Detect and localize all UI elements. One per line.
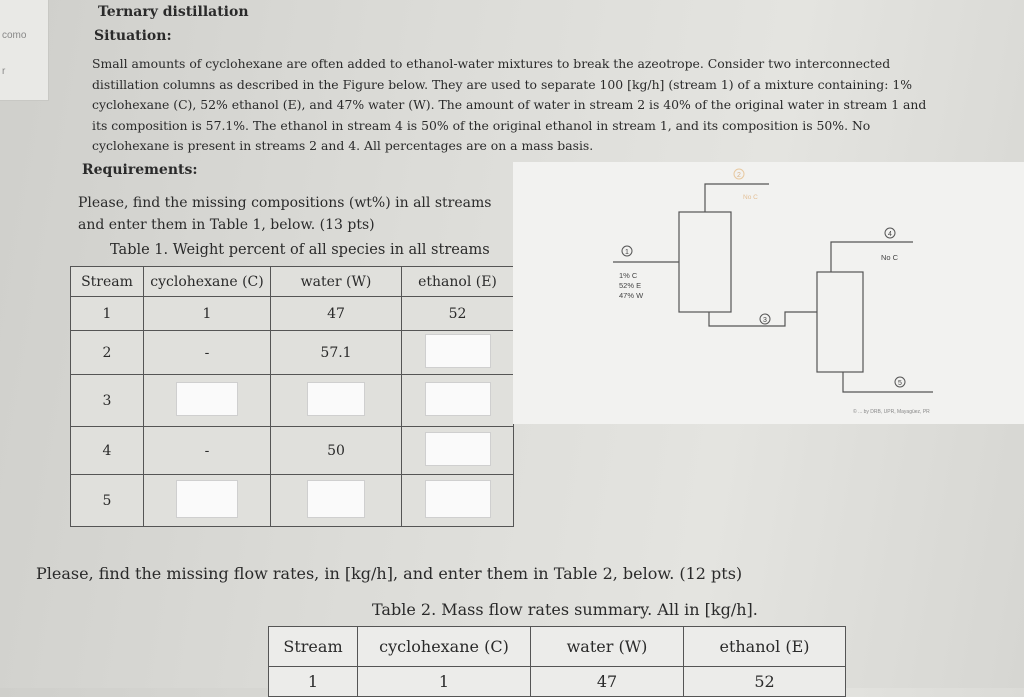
stream-5-line xyxy=(843,372,933,392)
table-row xyxy=(269,667,846,697)
sidebar-item-como[interactable]: como xyxy=(2,30,27,41)
cyclohexane-cell xyxy=(144,475,271,527)
process-flow-diagram xyxy=(513,162,1024,424)
table2-header-row xyxy=(269,627,846,667)
ethanol-input-box[interactable] xyxy=(425,334,491,368)
stream-cell: 1 xyxy=(269,667,358,697)
water-cell: 47 xyxy=(531,667,684,697)
situation-line: distillation columns as described in the Figure below. They are used to separate 100 [kg/h] (stream 1) of a mixture containing: 1% xyxy=(92,76,912,92)
table1-header-row xyxy=(71,267,514,297)
stream-number-label: 2 xyxy=(737,172,741,179)
stream-number-label: 1 xyxy=(625,249,629,256)
feed-composition-w: 47% W xyxy=(619,291,644,300)
part2-instruction: Please, find the missing flow rates, in [kg/h], and enter them in Table 2, below. (12 pts) xyxy=(36,564,743,583)
feed-composition-e: 52% E xyxy=(619,281,642,290)
column-2 xyxy=(817,272,863,372)
stream-cell: 3 xyxy=(71,375,144,427)
col-header: Stream xyxy=(269,627,358,667)
water-cell xyxy=(271,375,402,427)
situation-line: Small amounts of cyclohexane are often added to ethanol-water mixtures to break the azeotrope. Consider two interconnected xyxy=(92,56,891,71)
water-input-box[interactable] xyxy=(307,480,365,518)
requirements-heading: Requirements: xyxy=(82,162,198,178)
sidebar-panel xyxy=(0,0,49,101)
cyclohexane-cell xyxy=(144,375,271,427)
distillation-columns-svg xyxy=(513,162,1024,424)
stream-cell: 2 xyxy=(71,331,144,375)
stream-2-line xyxy=(705,184,769,212)
col-header: cyclohexane (C) xyxy=(358,627,531,667)
table1 xyxy=(70,266,514,527)
water-cell: 57.1 xyxy=(271,331,402,375)
stream-cell: 5 xyxy=(71,475,144,527)
page-title: Ternary distillation xyxy=(98,4,249,20)
figure-credit: © ... by DRB, UPR, Mayagüez, PR xyxy=(853,409,930,415)
table1-caption: Table 1. Weight percent of all species in all streams xyxy=(110,242,490,258)
sidebar-item-r[interactable]: r xyxy=(2,66,6,77)
stream-4-line xyxy=(831,242,913,272)
stream-cell: 1 xyxy=(71,297,144,331)
ethanol-input-box[interactable] xyxy=(425,432,491,466)
cyclohexane-cell: - xyxy=(144,331,271,375)
requirements-text xyxy=(78,192,491,236)
situation-paragraph xyxy=(92,54,926,157)
feed-composition-c: 1% C xyxy=(619,271,638,280)
stream-number-label: 3 xyxy=(763,317,767,324)
ethanol-cell xyxy=(402,375,514,427)
no-c-label-top: No C xyxy=(743,194,758,201)
ethanol-cell xyxy=(402,331,514,375)
col-header: ethanol (E) xyxy=(402,267,514,297)
col-header: ethanol (E) xyxy=(684,627,846,667)
situation-line: its composition is 57.1%. The ethanol in stream 4 is 50% of the original ethanol in stream 1, and its composition is 50%. No xyxy=(92,117,871,133)
ethanol-cell xyxy=(402,427,514,475)
water-cell: 47 xyxy=(271,297,402,331)
table-row xyxy=(71,475,514,527)
col-header: water (W) xyxy=(531,627,684,667)
table-row xyxy=(71,375,514,427)
situation-line: cyclohexane is present in streams 2 and 4. All percentages are on a mass basis. xyxy=(92,138,594,153)
cyclohexane-cell: 1 xyxy=(358,667,531,697)
col-header: cyclohexane (C) xyxy=(144,267,271,297)
ethanol-cell: 52 xyxy=(684,667,846,697)
table-row xyxy=(71,427,514,475)
col-header: water (W) xyxy=(271,267,402,297)
water-cell xyxy=(271,475,402,527)
cyclohexane-input-box[interactable] xyxy=(176,382,238,416)
ethanol-input-box[interactable] xyxy=(425,382,491,416)
no-c-label: No C xyxy=(881,253,899,262)
table2-caption: Table 2. Mass flow rates summary. All in [kg/h]. xyxy=(372,600,758,619)
table2 xyxy=(268,626,846,697)
ethanol-cell: 52 xyxy=(402,297,514,331)
ethanol-input-box[interactable] xyxy=(425,480,491,518)
column-1 xyxy=(679,212,731,312)
stream-number-label: 5 xyxy=(898,380,902,387)
col-header: Stream xyxy=(71,267,144,297)
cyclohexane-input-box[interactable] xyxy=(176,480,238,518)
situation-line: cyclohexane (C), 52% ethanol (E), and 47% water (W). The amount of water in stream 2 is 40% of the original water in stream 1 and xyxy=(92,97,927,112)
stream-cell: 4 xyxy=(71,427,144,475)
table-row xyxy=(71,331,514,375)
cyclohexane-cell: - xyxy=(144,427,271,475)
stream-number-label: 4 xyxy=(888,231,892,238)
requirement-line: Please, find the missing compositions (wt%) in all streams xyxy=(78,195,492,211)
table-row xyxy=(71,297,514,331)
water-input-box[interactable] xyxy=(307,382,365,416)
requirement-line: and enter them in Table 1, below. (13 pts) xyxy=(78,217,375,233)
cyclohexane-cell: 1 xyxy=(144,297,271,331)
water-cell: 50 xyxy=(271,427,402,475)
ethanol-cell xyxy=(402,475,514,527)
situation-heading: Situation: xyxy=(94,28,172,44)
